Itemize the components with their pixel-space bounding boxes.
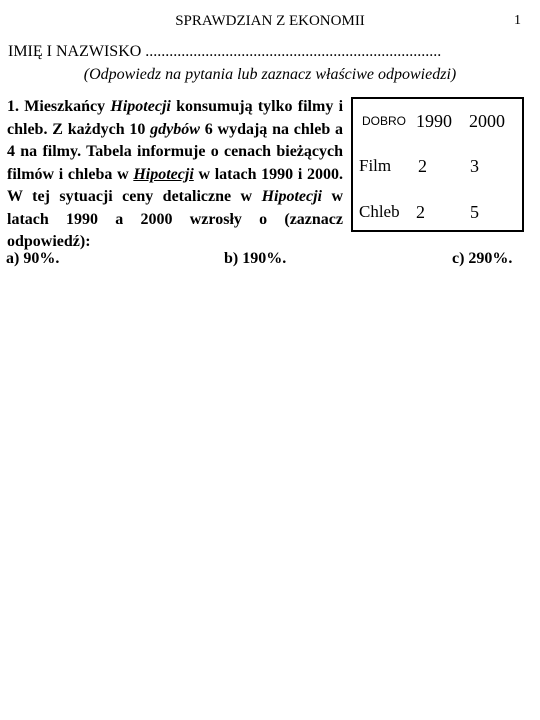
instructions: (Odpowiedz na pytania lub zaznacz właściwe odpowiedzi): [83, 66, 457, 83]
page-number: 1: [514, 13, 521, 28]
table-header-dobro: DOBRO: [362, 114, 407, 128]
answer-options: [6, 250, 520, 272]
table-row-label-chleb: Chleb: [359, 202, 400, 221]
country-name: Hipotecji: [110, 98, 171, 115]
table-header-1990: 1990: [416, 111, 452, 131]
table-cell-chleb-1990: 2: [416, 202, 425, 222]
currency-name: gdybów: [150, 120, 200, 138]
answer-option-a[interactable]: a) 90%.: [6, 250, 60, 267]
price-table: [351, 97, 524, 232]
table-cell-film-1990: 2: [418, 156, 427, 176]
question-1: [7, 96, 343, 254]
answer-option-c[interactable]: c) 290%.: [452, 250, 513, 267]
name-field-line: IMIĘ I NAZWISKO ..........................................................................: [8, 43, 442, 60]
page-title: SPRAWDZIAN Z EKONOMII: [175, 13, 365, 29]
question-text: konsumują tylko filmy i chleb. Z każdych 10: [7, 98, 344, 138]
question-text: Mieszkańcy: [24, 98, 111, 115]
question-text: 6 wydają na chleb a 4 na filmy. Tabela informuje o cenach bieżących filmów i chleba w: [7, 120, 344, 183]
answer-option-b[interactable]: b) 190%.: [224, 250, 287, 267]
table-cell-chleb-2000: 5: [470, 202, 479, 222]
country-name: Hipotecji: [133, 165, 194, 183]
table-cell-film-2000: 3: [470, 156, 479, 176]
country-name: Hipotecji: [261, 188, 322, 205]
question-text: w latach 1990 i 2000. W tej sytuacji ceny detaliczne w: [7, 165, 344, 205]
table-header-2000: 2000: [469, 111, 505, 131]
question-number: 1.: [7, 98, 19, 115]
table-row-label-film: Film: [359, 156, 392, 175]
question-text: w latach 1990 a 2000 wzrosły o (zaznacz odpowiedź):: [7, 188, 344, 250]
